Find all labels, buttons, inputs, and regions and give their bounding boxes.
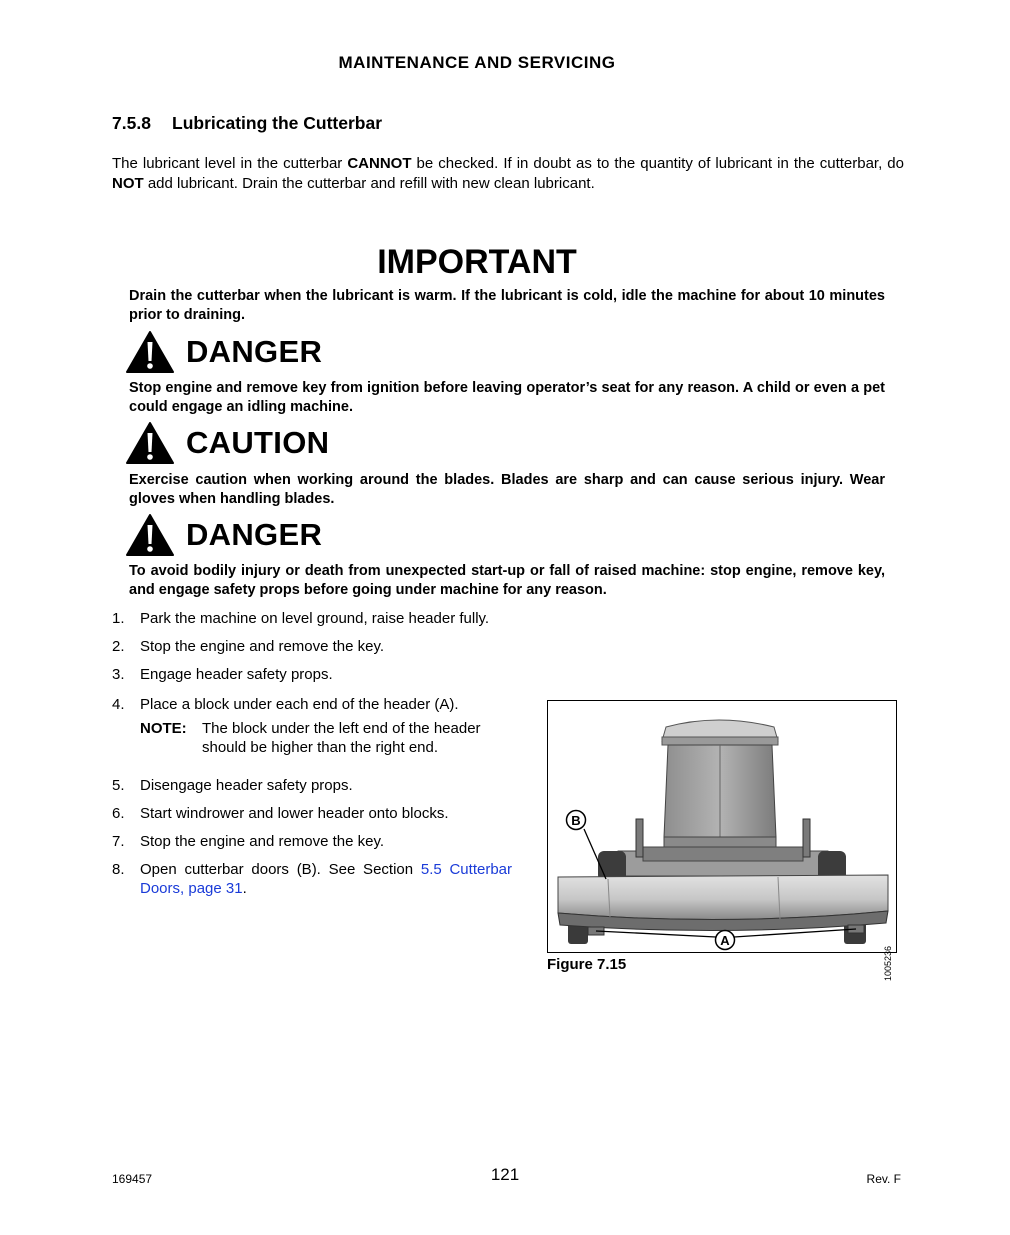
intro-emphasis: CANNOT <box>347 155 412 172</box>
note <box>140 719 497 757</box>
figure-caption: Figure 7.15 <box>547 956 627 973</box>
step-text: Start windrower and lower header onto blocks. <box>140 805 449 822</box>
step-number: 3. <box>112 666 125 683</box>
list-item <box>112 804 512 823</box>
danger-word: DANGER <box>186 517 323 552</box>
step-text: Place a block under each end of the header (A). <box>140 696 459 713</box>
danger-word: DANGER <box>186 334 323 369</box>
step-text-end: . <box>242 880 247 897</box>
caution-text: Exercise caution when working around the blades. Blades are sharp and can cause serious injury. Wear gloves when handling blades. <box>129 472 885 507</box>
note-text: The block under the left end of the header should be higher than the right end. <box>202 720 481 756</box>
caution-signal <box>125 421 329 465</box>
step-number: 5. <box>112 777 125 794</box>
intro-paragraph <box>112 154 904 194</box>
danger-text: To avoid bodily injury or death from unexpected start-up or fall of raised machine: stop engine, remove key, and engage safety props before going under machine for any reason. <box>129 563 885 598</box>
list-item <box>112 637 512 656</box>
list-item <box>112 665 512 684</box>
step-text: Stop the engine and remove the key. <box>140 833 385 850</box>
warning-triangle-icon <box>125 330 175 374</box>
step-text: Engage header safety props. <box>140 666 333 683</box>
step-number: 8. <box>112 861 125 878</box>
intro-text: The lubricant level in the cutterbar <box>112 155 348 172</box>
step-text: Stop the engine and remove the key. <box>140 638 385 655</box>
caution-word: CAUTION <box>186 425 330 460</box>
intro-emphasis: NOT <box>112 175 144 192</box>
step-number: 1. <box>112 610 125 627</box>
list-item <box>112 695 512 714</box>
list-item <box>112 860 512 898</box>
figure-id: 1005236 <box>883 946 893 982</box>
step-number: 2. <box>112 638 125 655</box>
intro-text: be checked. If in doubt as to the quantity of lubricant in the cutterbar, do <box>411 155 904 172</box>
step-number: 4. <box>112 696 125 713</box>
callout-a: A <box>720 933 730 948</box>
intro-text: add lubricant. Drain the cutterbar and refill with new clean lubricant. <box>143 175 595 192</box>
cross-reference-link[interactable]: 5.5 Cutterbar Doors, page 31 <box>140 861 512 897</box>
revision: Rev. F <box>866 1172 901 1186</box>
warning-triangle-icon <box>125 513 175 557</box>
danger-text: Stop engine and remove key from ignition before leaving operator’s seat for any reason. A child or even a pet could engage an idling machine. <box>129 380 885 415</box>
warning-triangle-icon <box>125 421 175 465</box>
windrower-illustration <box>548 701 898 954</box>
step-number: 6. <box>112 805 125 822</box>
note-label: NOTE: <box>140 720 187 737</box>
step-text <box>140 860 512 898</box>
page-number: 121 <box>490 1165 520 1184</box>
important-text: Drain the cutterbar when the lubricant is warm. If the lubricant is cold, idle the machine for about 10 minutes prior to draining. <box>129 288 885 323</box>
step-text: Disengage header safety props. <box>140 777 353 794</box>
step-text: Park the machine on level ground, raise header fully. <box>140 610 490 627</box>
document-number: 169457 <box>112 1172 153 1186</box>
section-heading <box>112 113 382 134</box>
callout-b: B <box>571 813 581 828</box>
section-header: MAINTENANCE AND SERVICING <box>338 53 616 72</box>
important-title: IMPORTANT <box>377 243 577 281</box>
step-number: 7. <box>112 833 125 850</box>
list-item <box>112 609 512 628</box>
list-item <box>112 832 512 851</box>
list-item <box>112 776 512 795</box>
step-text-body: Open cutterbar doors (B). See Section <box>140 861 421 878</box>
section-title: Lubricating the Cutterbar <box>172 113 383 133</box>
section-number: 7.5.8 <box>112 113 151 133</box>
danger-signal <box>125 330 322 374</box>
danger-signal <box>125 513 322 557</box>
